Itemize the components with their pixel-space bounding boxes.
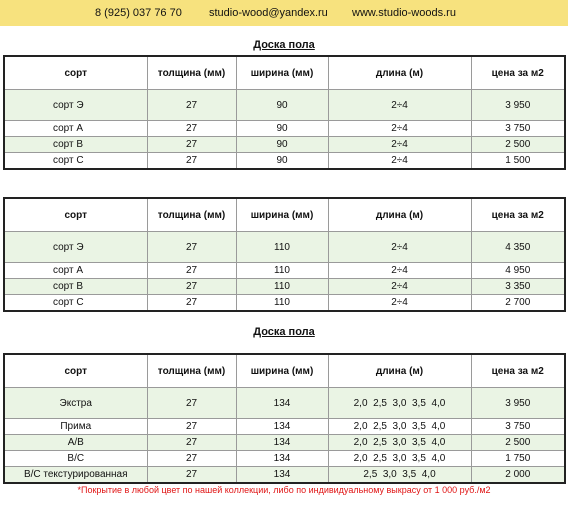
cell-length: 2,5 3,0 3,5 4,0: [328, 467, 471, 483]
cell-thickness: 27: [147, 388, 236, 419]
cell-grade: сорт А: [4, 121, 147, 137]
table-row: [4, 137, 565, 153]
col-length: длина (м): [328, 354, 471, 388]
table-row: [4, 419, 565, 435]
col-price: цена за м2: [471, 56, 565, 90]
cell-width: 90: [236, 121, 328, 137]
cell-thickness: 27: [147, 435, 236, 451]
col-length: длина (м): [328, 198, 471, 232]
cell-grade: В/С текстурированная: [4, 467, 147, 483]
table-row: [4, 388, 565, 419]
table-header-row: [4, 56, 565, 90]
cell-width: 134: [236, 435, 328, 451]
cell-length: 2,0 2,5 3,0 3,5 4,0: [328, 388, 471, 419]
cell-grade: Прима: [4, 419, 147, 435]
cell-thickness: 27: [147, 121, 236, 137]
cell-grade: сорт В: [4, 137, 147, 153]
table-row: [4, 153, 565, 169]
cell-grade: сорт Э: [4, 232, 147, 263]
cell-grade: Экстра: [4, 388, 147, 419]
cell-width: 134: [236, 388, 328, 419]
cell-price: 2 700: [471, 295, 565, 311]
table-row: [4, 232, 565, 263]
cell-price: 3 950: [471, 388, 565, 419]
cell-width: 110: [236, 232, 328, 263]
cell-width: 110: [236, 263, 328, 279]
section-title-3: Доска пола: [253, 326, 315, 338]
cell-thickness: 27: [147, 153, 236, 169]
col-length: длина (м): [328, 56, 471, 90]
cell-thickness: 27: [147, 419, 236, 435]
cell-price: 3 950: [471, 90, 565, 121]
cell-price: 3 750: [471, 419, 565, 435]
cell-width: 90: [236, 137, 328, 153]
cell-thickness: 27: [147, 232, 236, 263]
cell-price: 4 350: [471, 232, 565, 263]
cell-price: 2 500: [471, 435, 565, 451]
price-table-1: [3, 55, 566, 170]
cell-thickness: 27: [147, 263, 236, 279]
cell-grade: В/С: [4, 451, 147, 467]
col-price: цена за м2: [471, 354, 565, 388]
price-table-3: [3, 353, 566, 484]
col-grade: сорт: [4, 56, 147, 90]
cell-width: 110: [236, 279, 328, 295]
cell-width: 110: [236, 295, 328, 311]
cell-length: 2,0 2,5 3,0 3,5 4,0: [328, 419, 471, 435]
table-header-row: [4, 354, 565, 388]
cell-length: 2÷4: [328, 137, 471, 153]
cell-length: 2,0 2,5 3,0 3,5 4,0: [328, 451, 471, 467]
footnote: *Покрытие в любой цвет по нашей коллекции, либо по индивидуальному выкрасу от 1 000 руб./м2: [77, 485, 491, 495]
table-row: [4, 295, 565, 311]
cell-thickness: 27: [147, 137, 236, 153]
website-text[interactable]: www.studio-woods.ru: [352, 7, 456, 19]
col-grade: сорт: [4, 354, 147, 388]
table-row: [4, 435, 565, 451]
cell-length: 2÷4: [328, 232, 471, 263]
cell-thickness: 27: [147, 279, 236, 295]
cell-price: 2 500: [471, 137, 565, 153]
col-width: ширина (мм): [236, 56, 328, 90]
col-grade: сорт: [4, 198, 147, 232]
cell-width: 134: [236, 451, 328, 467]
cell-price: 4 950: [471, 263, 565, 279]
cell-thickness: 27: [147, 295, 236, 311]
cell-price: 1 750: [471, 451, 565, 467]
col-width: ширина (мм): [236, 198, 328, 232]
cell-grade: сорт Э: [4, 90, 147, 121]
price-table-2: [3, 197, 566, 312]
cell-grade: сорт А: [4, 263, 147, 279]
table-row: [4, 451, 565, 467]
contact-banner: [0, 0, 568, 26]
table-row: [4, 263, 565, 279]
cell-grade: сорт В: [4, 279, 147, 295]
cell-grade: А/В: [4, 435, 147, 451]
table-row: [4, 279, 565, 295]
col-thickness: толщина (мм): [147, 354, 236, 388]
cell-length: 2÷4: [328, 90, 471, 121]
col-width: ширина (мм): [236, 354, 328, 388]
cell-thickness: 27: [147, 451, 236, 467]
cell-price: 3 750: [471, 121, 565, 137]
cell-length: 2,0 2,5 3,0 3,5 4,0: [328, 435, 471, 451]
col-thickness: толщина (мм): [147, 198, 236, 232]
cell-width: 134: [236, 467, 328, 483]
cell-width: 134: [236, 419, 328, 435]
cell-price: 1 500: [471, 153, 565, 169]
cell-price: 3 350: [471, 279, 565, 295]
col-thickness: толщина (мм): [147, 56, 236, 90]
phone-text: 8 (925) 037 76 70: [95, 7, 182, 19]
cell-width: 90: [236, 153, 328, 169]
cell-length: 2÷4: [328, 279, 471, 295]
cell-length: 2÷4: [328, 121, 471, 137]
cell-width: 90: [236, 90, 328, 121]
cell-grade: сорт С: [4, 295, 147, 311]
email-text[interactable]: studio-wood@yandex.ru: [209, 7, 328, 19]
section-title-1: Доска пола: [253, 39, 315, 51]
cell-length: 2÷4: [328, 153, 471, 169]
table-row: [4, 121, 565, 137]
col-price: цена за м2: [471, 198, 565, 232]
cell-thickness: 27: [147, 467, 236, 483]
cell-length: 2÷4: [328, 263, 471, 279]
cell-thickness: 27: [147, 90, 236, 121]
table-row: [4, 467, 565, 483]
cell-price: 2 000: [471, 467, 565, 483]
table-header-row: [4, 198, 565, 232]
cell-grade: сорт С: [4, 153, 147, 169]
cell-length: 2÷4: [328, 295, 471, 311]
table-row: [4, 90, 565, 121]
